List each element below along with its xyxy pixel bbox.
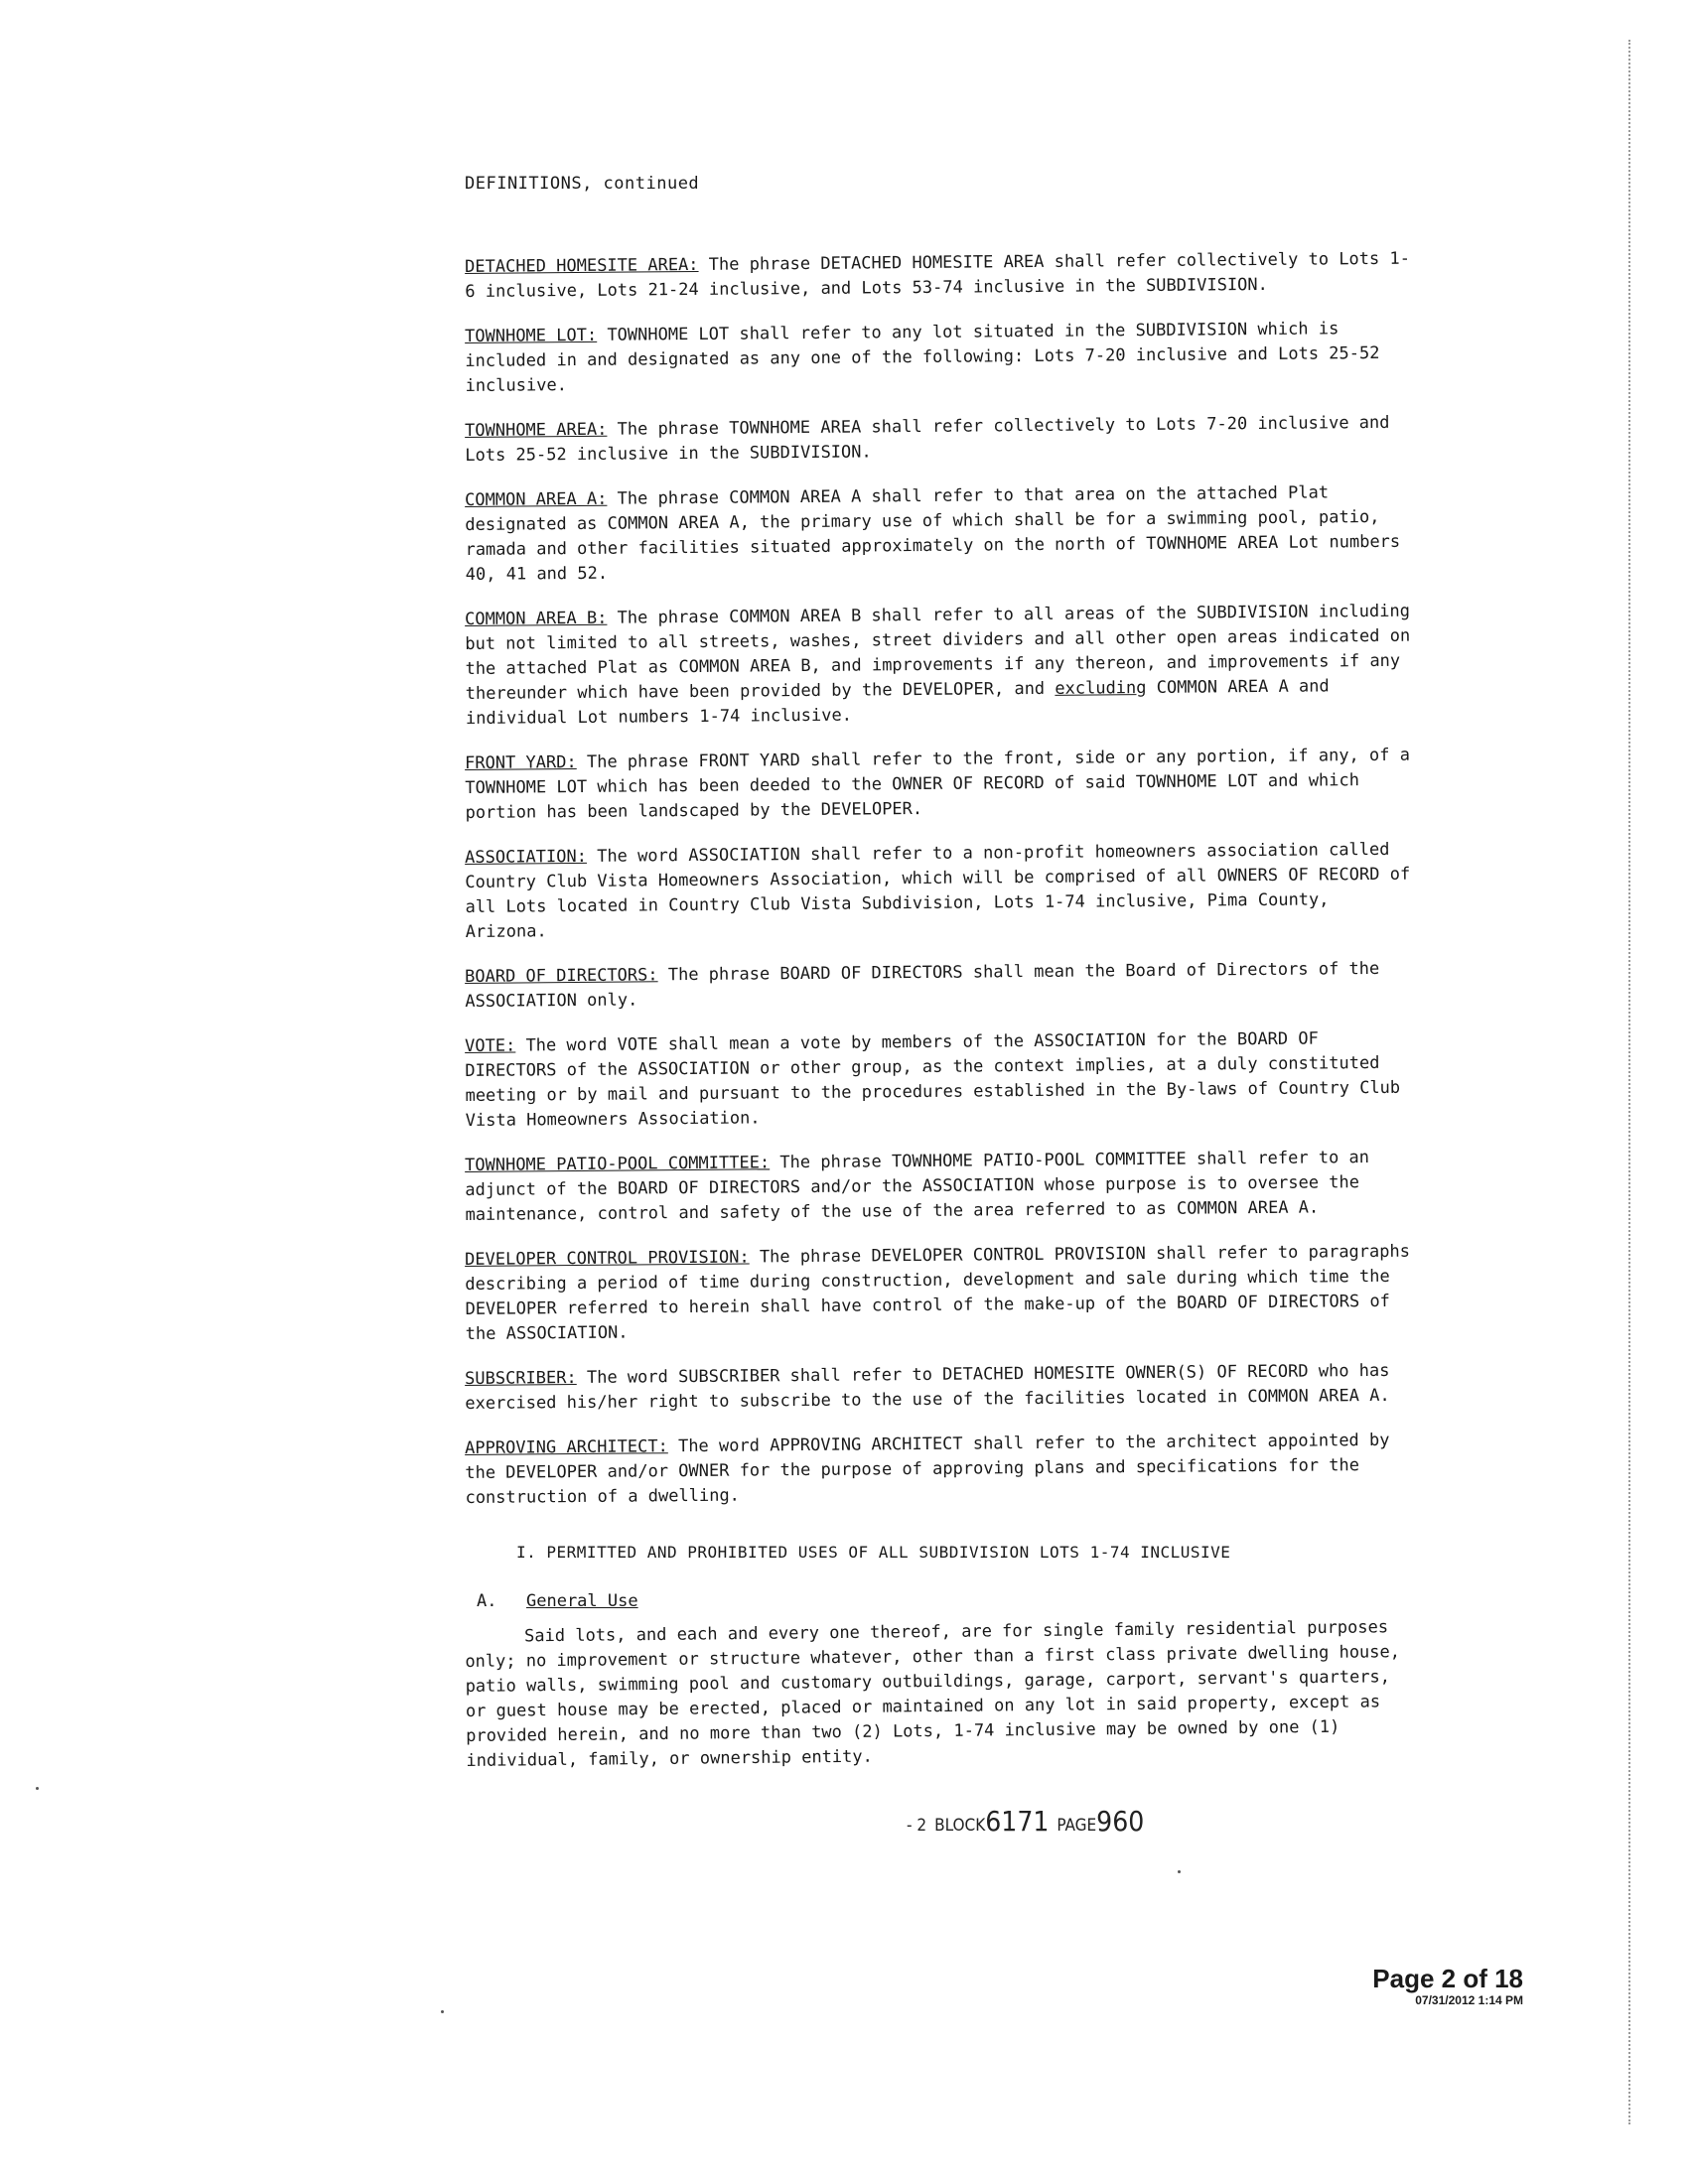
definition-term: ASSOCIATION:: [465, 846, 588, 868]
definition-text: The word VOTE shall mean a vote by members of the ASSOCIATION for the BOARD OF DIRECTORS of the ASSOCIATION or other group, as the context implies, at a duly constituted meeting or by mail and pursuant to the procedures established in the By-laws of Country Club Vista Homeowners Association.: [465, 1028, 1401, 1131]
definition-item: [465, 411, 1418, 469]
definition-item: [465, 957, 1418, 1015]
book-label: BLOCK: [934, 1816, 986, 1836]
definition-text: The phrase FRONT YARD shall refer to the front, side or any portion, if any, of a TOWNHOME LOT which has been deeded to the OWNER OF RECORD of said TOWNHOME LOT and which portion has been landscaped by the DEVELOPER.: [465, 745, 1411, 823]
definition-term: FRONT YARD:: [465, 752, 577, 773]
definition-text: The phrase DEVELOPER CONTROL PROVISION shall refer to paragraphs describing a period of time during construction, development and sale during which time the DEVELOPER referred to herein shall have control of the make-up of the BOARD OF DIRECTORS of the ASSOCIATION.: [465, 1241, 1411, 1344]
definition-item: [465, 247, 1418, 305]
definition-item: [465, 600, 1419, 732]
definition-term: TOWNHOME LOT:: [465, 325, 598, 346]
definition-text: The phrase DETACHED HOMESITE AREA shall refer collectively to Lots 1-6 inclusive, Lots 21-24 inclusive, and Lots 53-74 inclusive in the SUBDIVISION.: [465, 248, 1411, 302]
definition-term: COMMON AREA A:: [465, 488, 608, 510]
definition-item: [465, 480, 1419, 588]
scan-speck: [36, 1787, 39, 1790]
definition-item: [465, 317, 1419, 399]
book-page-reference: [907, 1805, 1144, 1838]
definition-term: TOWNHOME PATIO-POOL COMMITTEE:: [465, 1153, 771, 1175]
book-number: 6171: [985, 1805, 1050, 1838]
definition-term: APPROVING ARCHITECT:: [465, 1436, 668, 1458]
definition-item: [465, 1359, 1418, 1417]
subsection-title: General Use: [526, 1591, 638, 1611]
section-title: I. PERMITTED AND PROHIBITED USES OF ALL SUBDIVISION LOTS 1-74 INCLUSIVE: [516, 1543, 1231, 1562]
definition-term: DETACHED HOMESITE AREA:: [465, 254, 699, 277]
scan-speck: [1178, 1870, 1181, 1873]
definition-text: The phrase TOWNHOME AREA shall refer collectively to Lots 7-20 inclusive and Lots 25-52 inclusive in the SUBDIVISION.: [465, 412, 1390, 466]
definition-text: The word SUBSCRIBER shall refer to DETACHED HOMESITE OWNER(S) OF RECORD who has exercised his/her right to subscribe to the use of the facilities located in COMMON AREA A.: [465, 1360, 1390, 1414]
page-of-label: Page 2 of 18: [1372, 1964, 1523, 1993]
page-heading: DEFINITIONS, continued: [465, 174, 700, 194]
general-use-paragraph: Said lots, and each and every one thereof, are for single family residential purposes only; no improvement or structure whatever, other than a first class private dwelling house, patio walls, swimming pool and customary outbuildings, garage, carport, servant's quarters, or guest house may be erected, placed or maintained on any lot in said property, except as provided herein, and no more than two (2) Lots, 1-74 inclusive may be owned by one (1) individual, family, or ownership entity.: [465, 1617, 1401, 1771]
document-body: [465, 174, 1418, 1774]
definition-text: The phrase TOWNHOME PATIO-POOL COMMITTEE shall refer to an adjunct of the BOARD OF DIRECTORS and/or the ASSOCIATION whose purpose is to oversee the maintenance, control and safety of the use of the area referred to as COMMON AREA A.: [465, 1148, 1370, 1225]
definition-term: TOWNHOME AREA:: [465, 419, 608, 441]
definition-text: The phrase COMMON AREA A shall refer to that area on the attached Plat designated as COMMON AREA A, the primary use of which shall be for a swimming pool, patio, ramada and other facilities situated approximately on the north of TOWNHOME AREA Lot numbers 40, 41 and 52.: [465, 482, 1401, 585]
definition-term: COMMON AREA B:: [465, 608, 608, 629]
page-count-stamp: [1372, 1964, 1523, 2007]
page-marker: - 2: [907, 1816, 927, 1836]
definition-item: [465, 1026, 1419, 1134]
page-label: PAGE: [1057, 1816, 1097, 1836]
definition-item: [465, 838, 1419, 945]
definition-item: [465, 1429, 1419, 1511]
subsection-label: A.: [477, 1591, 497, 1611]
definition-emphasis: excluding: [1055, 678, 1147, 699]
definitions-list: [465, 248, 1418, 1511]
definition-term: BOARD OF DIRECTORS:: [465, 965, 658, 987]
definition-text: TOWNHOME LOT shall refer to any lot situated in the SUBDIVISION which is included in and designated as any one of the following: Lots 7-20 inclusive and Lots 25-52 inclusive.: [465, 319, 1380, 396]
page-number: 960: [1096, 1805, 1145, 1838]
scan-speck: [441, 2010, 444, 2013]
print-timestamp: 07/31/2012 1:14 PM: [1415, 1993, 1523, 2007]
definition-text: The phrase BOARD OF DIRECTORS shall mean the Board of Directors of the ASSOCIATION only.: [465, 958, 1380, 1012]
definition-item: [465, 744, 1419, 826]
definition-text: The phrase COMMON AREA B shall refer to all areas of the SUBDIVISION including but not limited to all streets, washes, street dividers and all other open areas indicated on the attached Plat as COMMON AREA B, and improvements if any thereon, and improvements if any thereunder which have been provided by the DEVELOPER, and: [465, 601, 1411, 704]
subsection-heading: [477, 1591, 1418, 1611]
definition-term: SUBSCRIBER:: [465, 1368, 577, 1389]
definition-text: The word APPROVING ARCHITECT shall refer to the architect appointed by the DEVELOPER and/or OWNER for the purpose of approving plans and specifications for the construction of a dwelling.: [465, 1430, 1390, 1508]
scan-edge-line: [1628, 40, 1630, 2124]
definition-term: VOTE:: [465, 1035, 516, 1056]
definition-item: [465, 1240, 1419, 1347]
definition-text: The word ASSOCIATION shall refer to a non-profit homeowners association called Country Club Vista Homeowners Association, which will be comprised of all OWNERS OF RECORD of all Lots located in Country Club Vista Subdivision, Lots 1-74 inclusive, Pima County, Arizona.: [465, 839, 1411, 942]
definition-item: [465, 1146, 1419, 1228]
definition-term: DEVELOPER CONTROL PROVISION:: [465, 1247, 750, 1270]
definition-text-after: COMMON AREA A and individual Lot numbers 1-74 inclusive.: [465, 676, 1330, 729]
